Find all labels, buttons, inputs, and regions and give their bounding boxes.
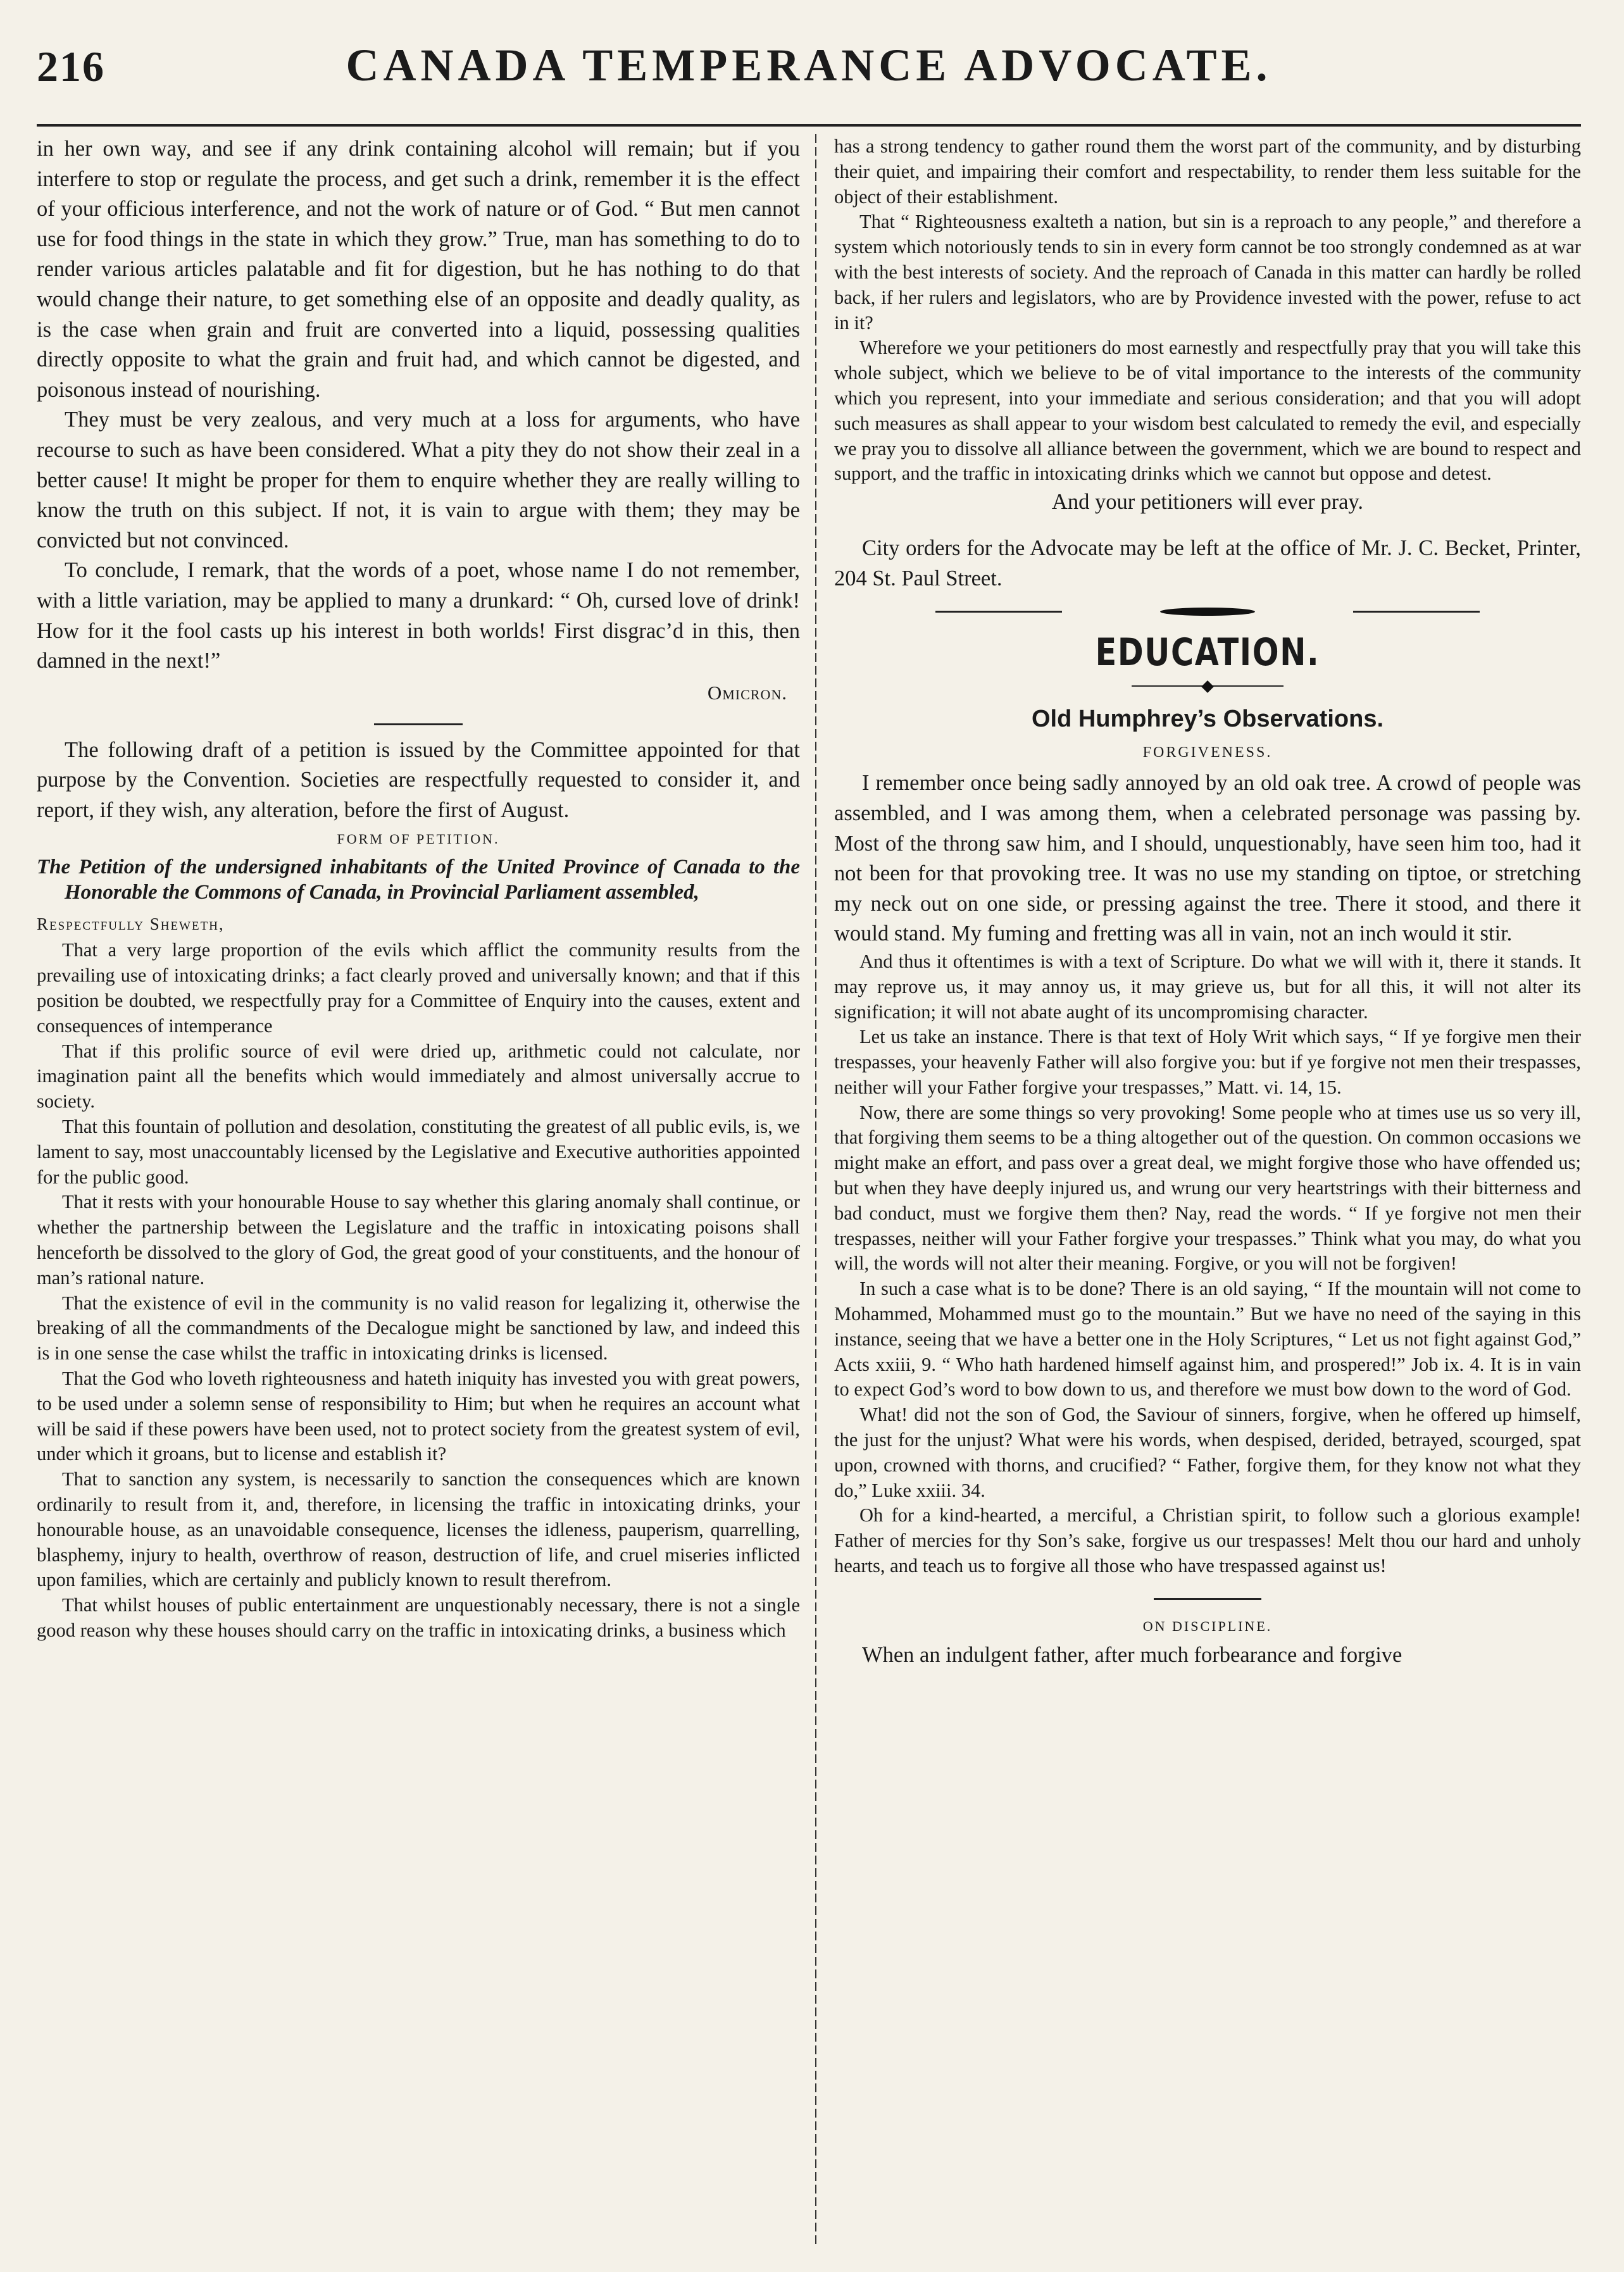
paragraph: in her own way, and see if any drink containing alcohol will remain; but if you interfere to stop or regulate the process, and get such a drink, remember it is the effect of your officious interference, and not the work of nature or of God. “ But men cannot use for food things in the state in which they grow.” True, man has something to do to render various articles palatable and fit for digestion, but he has nothing to do that would change their nature, to get something else of an opposite and deadly quality, as is the case when grain and fruit are converted into a liquid, possessing qualities directly opposite to what the grain and fruit had, and which cannot be digested, and poisonous instead of nourishing.	[37, 137, 800, 402]
section-title: EDUCATION.	[1095, 630, 1320, 675]
petition-clause: That this fountain of pollution and desolation, constituting the greatest of all public evils, is, we lament to say, most unaccountably licensed by the Legislative and Executive authorities appointed for the public good.	[37, 1116, 800, 1188]
paragraph: The following draft of a petition is issued by the Committee appointed for that purpose by the Convention. Societies are respectfully requested to consider it, and report, if they wish, any alteration, before the first of August.	[37, 737, 800, 822]
petition-clause: That a very large proportion of the evils which afflict the community results from the prevailing use of intoxicating drinks; a fact clearly proved and universally known; and that if this position be doubted, we respectfully pray for a Committee of Enquiry into the causes, extent and consequences of intemperance	[37, 939, 800, 1037]
paragraph: Let us take an instance. There is that text of Holy Writ which says, “ If ye forgive men their trespasses, your heavenly Father will also forgive you: but if ye forgive not men their trespasses, neither will your Father forgive your trespasses,” Matt. vi. 14, 15.	[834, 1026, 1581, 1098]
petition-clause: That “ Righteousness exalteth a nation, but sin is a reproach to any people,” and therefore a system which notoriously tends to sin in every form cannot be too strongly condemned as at war with the best interests of society. And the reproach of Canada in this matter can hardly be rolled back, if her rulers and legislators, who are by Providence invested with the power, refuse to act in it?	[834, 211, 1581, 334]
petition-salutation: Respectfully Sheweth,	[37, 914, 225, 934]
paragraph: What! did not the son of God, the Saviour of sinners, forgive, when he offered up himself, the just for the unjust? What were his words, when despised, derided, betrayed, scourged, spat upon, crowned with thorns, and crucified? “ Father, forgive them, for they know not what they do,” Luke xxiii. 34.	[834, 1404, 1581, 1501]
article-title: Old Humphrey’s Observations.	[1031, 706, 1384, 733]
paragraph: They must be very zealous, and very much at a loss for arguments, who have recourse to such as have been considered. What a pity they do not show their zeal in a better cause! It might be proper for them to enquire whether they are really willing to know the truth on this subject. If not, it is vain to argue with them; they may be convicted but not convinced.	[37, 408, 800, 552]
column-divider	[815, 134, 816, 2247]
page-number: 216	[37, 42, 105, 91]
discipline-heading: ON DISCIPLINE.	[1142, 1618, 1273, 1634]
separator-rule	[374, 723, 463, 725]
page-header	[37, 30, 1581, 113]
section-ornament	[834, 604, 1581, 620]
city-orders-notice: City orders for the Advocate may be left at the office of Mr. J. C. Becket, Printer, 204 St. Paul Street.	[834, 536, 1581, 590]
right-column	[834, 134, 1581, 2247]
paragraph: And thus it oftentimes is with a text of Scripture. Do what we will with it, there it stands. It may reprove us, it may annoy us, it may grieve us, but for all this, it will not alter its signification; it will not abate aught of its uncompromising character.	[834, 950, 1581, 1023]
paragraph: To conclude, I remark, that the words of a poet, whose name I do not remember, with a little variation, may be applied to many a drunkard: “ Oh, cursed love of drink! How for it the fool casts up his interest in both worlds! First disgrac’d in this, then damned in the next!”	[37, 558, 800, 673]
petition-clause: That the God who loveth righteousness and hateth iniquity has invested you with great powers, to be used under a solemn sense of responsibility to Him; but when he requires an account what will be said if these powers have been used, not to protect society from the greatest system of evil, under which it groans, but to license and establish it?	[37, 1368, 800, 1465]
title-ornament	[834, 681, 1581, 692]
petition-closing: And your petitioners will ever pray.	[1051, 490, 1364, 515]
header-rule	[37, 124, 1581, 127]
petition-clause: That if this prolific source of evil were dried up, arithmetic could not calculate, nor imagination paint all the benefits which would immediately and almost universally accrue to society.	[37, 1040, 800, 1113]
masthead-title: CANADA TEMPERANCE ADVOCATE.	[346, 40, 1272, 91]
petition-clause: Wherefore we your petitioners do most earnestly and respectfully pray that you will take this whole subject, which we believe to be of vital importance to the interests of the community which you represent, into your immediate and serious consideration; and that you will adopt such measures as shall appear to your wisdom best calculated to remedy the evil, and especially we pray you to dissolve all alliance between the government, which we are bound to respect and support, and the traffic in intoxicating drinks which we cannot but oppose and detest.	[834, 337, 1581, 485]
petition-title: The Petition of the undersigned inhabitants of the United Province of Canada to the Honorable the Commons of Canada, in Provincial Parliament assembled,	[37, 856, 800, 904]
petition-clause: has a strong tendency to gather round them the worst part of the community, and by disturbing their quiet, and impairing their comfort and respectability, to render them less suitable for the object of their establishment.	[834, 135, 1581, 208]
paragraph: Oh for a kind-hearted, a merciful, a Christian spirit, to follow such a glorious example! Father of mercies for thy Son’s sake, forgive us our trespasses! Melt thou our hard and unholy hearts, and teach us to forgive all those who have trespassed against us!	[834, 1504, 1581, 1577]
paragraph: Now, there are some things so very provoking! Some people who at times use us so very ill, that forgiving them seems to be a thing altogether out of the question. On common occasions we might make an effort, and pass over a great deal, we might forgive those who have offended us; but when they have deeply injured us, and wrung our very heartstrings with their bitterness and bad conduct, must we forgive them then? Nay, read the words. “ If ye forgive not men their trespasses, neither will your Father forgive your trespasses.” Think what you may, do what you will, the words will not alter their meaning. Forgive, or you will not be forgiven!	[834, 1101, 1581, 1275]
petition-clause: That whilst houses of public entertainment are unquestionably necessary, there is not a single good reason why these houses should carry on the traffic in intoxicating drinks, a business which	[37, 1594, 800, 1641]
petition-clause: That it rests with your honourable House to say whether this glaring anomaly shall continue, or whether the partnership between the Legislature and the traffic in intoxicating poisons shall henceforth be dissolved to the glory of God, the great good of your constituents, and the honour of man’s rational nature.	[37, 1191, 800, 1289]
paragraph: In such a case what is to be done? There is an old saying, “ If the mountain will not come to Mohammed, Mohammed must go to the mountain.” But we have no need of the saying in this instance, seeing that we have a better one in the Holy Scriptures, “ Let us not fight against God,” Acts xxiii, 9. “ Who hath hardened himself against him, and prospered!” Job ix. 4. It is in vain to expect God’s word to bow down to us, and therefore we must bow down to the word of God.	[834, 1278, 1581, 1401]
paragraph: When an indulgent father, after much forbearance and forgive	[862, 1642, 1402, 1667]
separator-rule	[1154, 1598, 1261, 1600]
left-column	[37, 134, 800, 2247]
signature: Omicron.	[707, 681, 787, 704]
article-subtitle: FORGIVENESS.	[1142, 744, 1273, 761]
paragraph: I remember once being sadly annoyed by an old oak tree. A crowd of people was assembled, and I was among them, when a celebrated personage was passing by. Most of the throng saw him, and I should, unquestionably, have seen him too, had it not been for that provoking tree. It was no use my standing on tiptoe, or stretching my neck out on one side, or pressing against the tree. There it stood, and there it would stand. My fuming and fretting was all in vain, not an inch would it stir.	[834, 771, 1581, 946]
petition-clause: That the existence of evil in the community is no valid reason for legalizing it, otherwise the breaking of all the commandments of the Decalogue might be sanctioned by law, and indeed this is in one sense the case whilst the traffic in intoxicating drinks is licensed.	[37, 1292, 800, 1364]
form-heading: FORM OF PETITION.	[337, 831, 500, 847]
petition-clause: That to sanction any system, is necessarily to sanction the consequences which are known ordinarily to result from it, and, therefore, in licensing the traffic in intoxicating drinks, your honourable house, as an unavoidable consequence, licenses the idleness, pauperism, quarrelling, blasphemy, injury to health, overthrow of reason, destruction of life, and cruel miseries inflicted upon families, which are certainly and publicly known to result therefrom.	[37, 1468, 800, 1591]
